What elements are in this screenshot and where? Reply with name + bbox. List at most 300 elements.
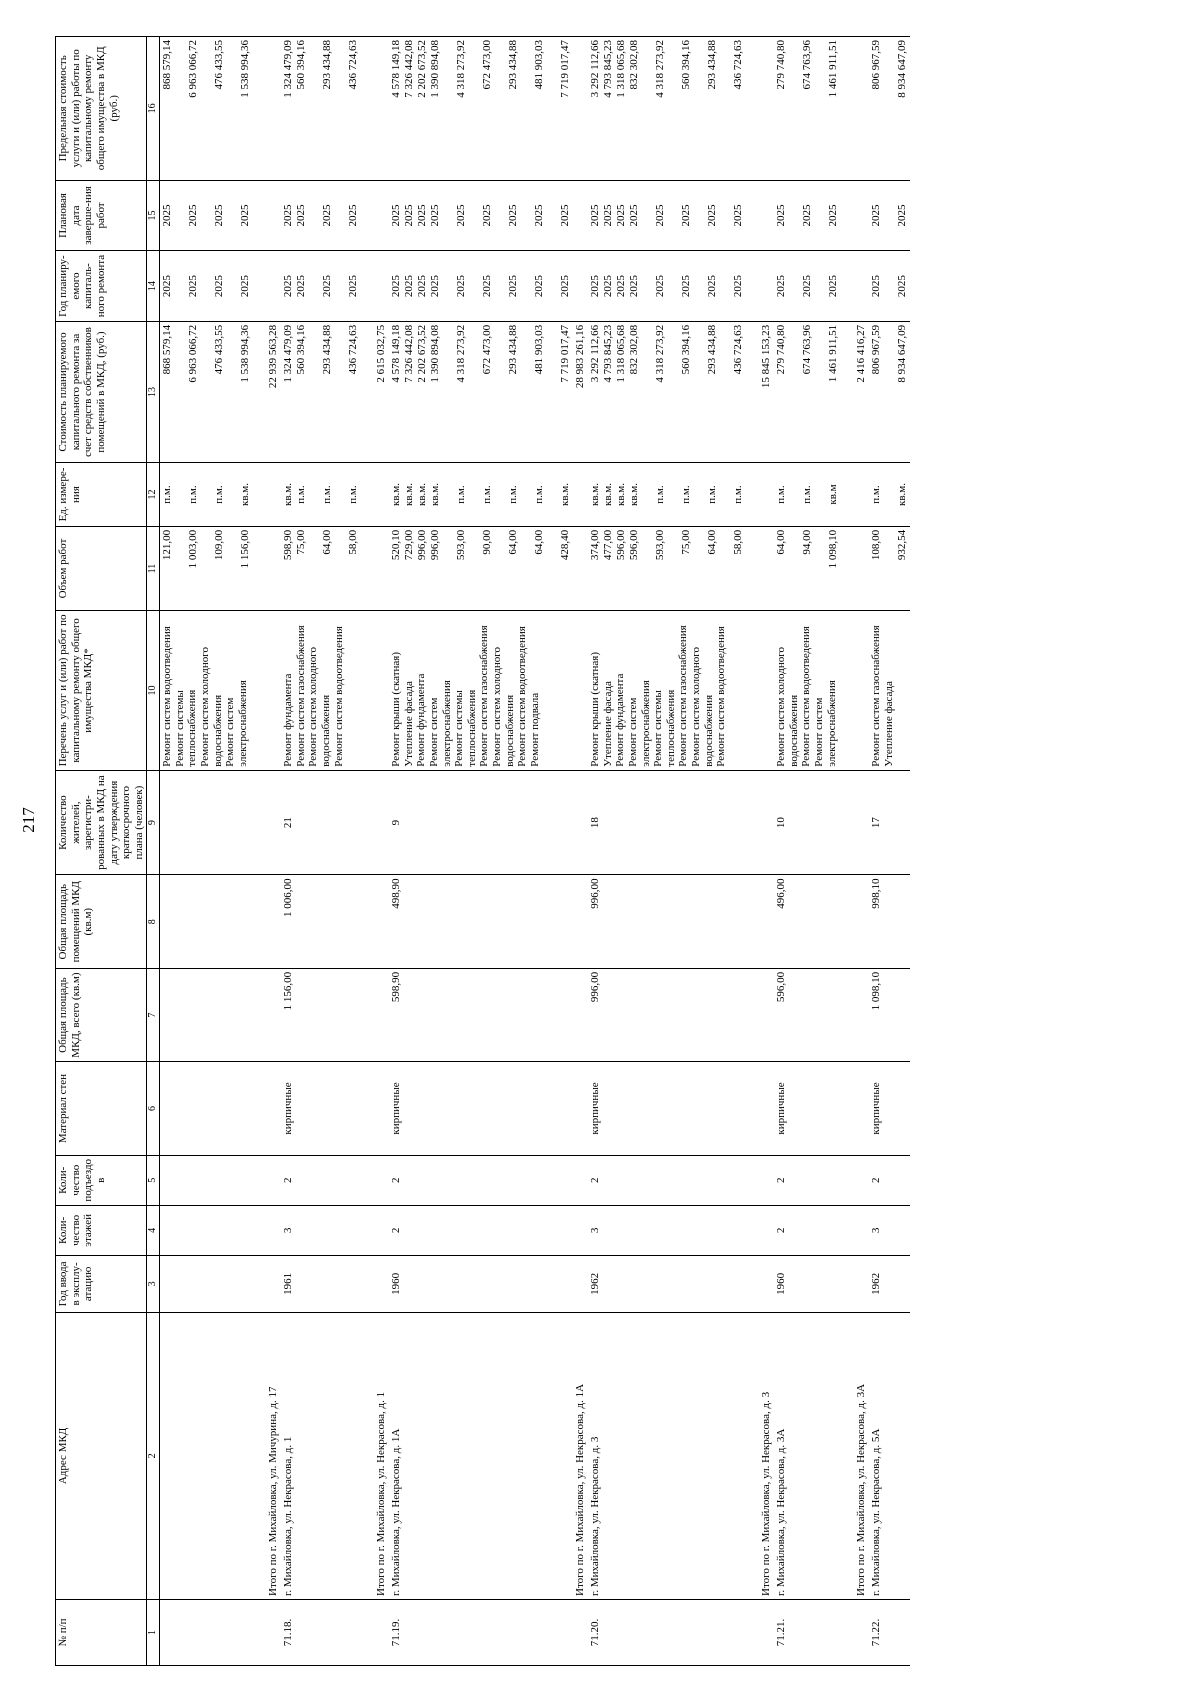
service-work: Ремонт систем холодного водоснабжения — [307, 647, 332, 767]
line-pad — [788, 530, 801, 607]
total-row — [854, 37, 869, 1666]
address: г. Михайловка, ул. Некрасова, д. 3А — [774, 1312, 854, 1599]
service-work: Ремонт фундамента — [281, 673, 294, 767]
area-total — [159, 968, 266, 1061]
line-pad — [360, 466, 373, 523]
area-total — [266, 968, 281, 1061]
service-end-date: 2025 — [826, 204, 839, 227]
year-built — [374, 1255, 389, 1312]
service-limit: 436 724,63 — [346, 40, 359, 90]
service-end-date-cell — [588, 180, 759, 251]
service-year: 2025 — [294, 275, 307, 298]
line-pad — [334, 40, 347, 177]
line-pad — [719, 466, 732, 523]
line-pad — [308, 40, 321, 177]
service-year-cell — [159, 251, 266, 322]
service-volume: 596,00 — [627, 529, 640, 561]
service-year: 2025 — [601, 275, 614, 298]
line-pad — [442, 40, 455, 177]
service-limit: 8 934 647,09 — [895, 40, 908, 98]
service-limit-cell — [374, 37, 389, 181]
entrances — [759, 1155, 774, 1205]
line-pad — [252, 530, 265, 607]
table-body — [159, 37, 910, 1666]
service-cost-cell — [281, 321, 374, 462]
line-pad — [719, 325, 732, 459]
column-number: 7 — [147, 968, 160, 1061]
service-volume-cell — [759, 526, 774, 610]
total-row — [266, 37, 281, 1666]
service-limit: 7 719 017,47 — [558, 40, 571, 98]
column-header: Общая площадь МКД, всего (кв.м) — [56, 968, 147, 1061]
line-pad — [308, 466, 321, 523]
line-pad — [745, 325, 758, 459]
service-cost-cell — [159, 321, 266, 462]
row-number: 71.22. — [869, 1599, 910, 1665]
service-limit: 293 434,88 — [320, 40, 333, 90]
wall-material: кирпичные — [774, 1062, 854, 1155]
service-cost: 4 578 149,18 — [389, 324, 402, 383]
area-total: 1 098,10 — [869, 968, 910, 1061]
service-cost: 6 963 066,72 — [186, 324, 199, 383]
column-header: Адрес МКД — [56, 1312, 147, 1599]
service-work-cell — [854, 611, 869, 770]
entrances: 2 — [869, 1155, 910, 1205]
column-header: Коли-чество подъездо в — [56, 1155, 147, 1205]
area-rooms: 1 006,00 — [281, 875, 374, 968]
service-limit-cell — [588, 37, 759, 181]
line-pad — [693, 530, 706, 607]
service-unit: кв.м. — [627, 483, 640, 507]
service-cost: 832 302,08 — [627, 324, 640, 375]
column-number-row — [147, 37, 160, 1666]
service-limit-cell — [389, 37, 573, 181]
service-year: 2025 — [402, 275, 415, 298]
service-cost-cell — [774, 321, 854, 462]
entrances — [266, 1155, 281, 1205]
service-work: Ремонт систем газоснабжения — [478, 625, 491, 767]
floors — [266, 1205, 281, 1255]
floors: 2 — [389, 1205, 573, 1255]
floors: 3 — [588, 1205, 759, 1255]
service-end-date: 2025 — [558, 204, 571, 227]
service-work: Ремонт систем электроснабжения — [812, 680, 838, 767]
line-pad — [719, 40, 732, 177]
line-pad — [883, 325, 896, 459]
service-limit: 560 394,16 — [679, 40, 692, 90]
service-limit-cell — [759, 37, 774, 181]
line-pad — [360, 325, 373, 459]
line-pad — [788, 325, 801, 459]
service-year: 2025 — [281, 275, 294, 298]
service-work: Ремонт системы теплоснабжения — [652, 689, 677, 767]
table-row — [869, 37, 910, 1666]
service-unit: п.м. — [212, 485, 225, 504]
service-volume: 64,00 — [774, 529, 787, 555]
service-unit: кв.м — [826, 484, 839, 505]
service-end-date: 2025 — [320, 204, 333, 227]
line-pad — [226, 325, 239, 459]
service-unit: кв.м. — [601, 483, 614, 507]
service-work: Ремонт систем водоотведения — [516, 626, 529, 767]
service-unit: кв.м. — [428, 483, 441, 507]
line-pad — [840, 254, 853, 318]
service-year: 2025 — [212, 275, 225, 298]
line-pad — [693, 466, 706, 523]
line-pad — [546, 184, 559, 248]
line-pad — [520, 530, 533, 607]
total-label: Итого по г. Михайловка, ул. Некрасова, д. 3 — [759, 1312, 774, 1599]
service-cost: 560 394,16 — [679, 324, 692, 375]
line-pad — [252, 184, 265, 248]
line-pad — [667, 40, 680, 177]
column-header: Объем работ — [56, 526, 147, 610]
service-end-date: 2025 — [186, 204, 199, 227]
service-volume: 1 003,00 — [186, 529, 199, 569]
wall-material — [759, 1062, 774, 1155]
service-work-cell — [159, 611, 266, 770]
service-limit-cell — [159, 37, 266, 181]
service-unit: кв.м. — [415, 483, 428, 507]
total-label: Итого по г. Михайловка, ул. Некрасова, д. 1А — [573, 1312, 588, 1599]
service-end-date: 2025 — [627, 204, 640, 227]
service-work-cell — [774, 611, 854, 770]
total-label: Итого по г. Михайловка, ул. Некрасова, д. 1 — [374, 1312, 389, 1599]
column-number: 2 — [147, 1312, 160, 1599]
service-limit: 4 318 273,92 — [454, 40, 467, 98]
line-pad — [641, 325, 654, 459]
service-cost: 476 433,55 — [212, 324, 225, 375]
line-pad — [520, 254, 533, 318]
line-pad — [308, 254, 321, 318]
line-pad — [226, 40, 239, 177]
service-end-date: 2025 — [895, 204, 908, 227]
line-pad — [667, 184, 680, 248]
service-year: 2025 — [774, 275, 787, 298]
service-year: 2025 — [627, 275, 640, 298]
line-pad — [308, 325, 321, 459]
year-built — [266, 1255, 281, 1312]
service-cost: 4 793 845,23 — [601, 324, 614, 383]
service-end-date-cell — [159, 180, 266, 251]
service-work: Ремонт систем электроснабжения — [427, 680, 453, 767]
line-pad — [840, 466, 853, 523]
total-cost: 28 983 261,16 — [573, 324, 586, 389]
line-pad — [468, 40, 481, 177]
residents: 9 — [389, 770, 573, 875]
column-header: Стоимость планируемого капитального ремонта за счет средств собственников помещений в МКД, (руб.) — [56, 321, 147, 462]
service-end-date: 2025 — [402, 204, 415, 227]
service-year: 2025 — [320, 275, 333, 298]
service-end-date: 2025 — [601, 204, 614, 227]
line-pad — [308, 530, 321, 607]
residents — [159, 770, 266, 875]
service-end-date-cell — [266, 180, 281, 251]
service-year: 2025 — [238, 275, 251, 298]
address — [159, 1312, 266, 1599]
line-pad — [546, 325, 559, 459]
column-header: Материал стен — [56, 1062, 147, 1155]
service-volume: 1 156,00 — [238, 529, 251, 569]
line-pad — [667, 530, 680, 607]
line-pad — [788, 254, 801, 318]
service-unit-cell — [389, 463, 573, 527]
line-pad — [840, 530, 853, 607]
address: г. Михайловка, ул. Некрасова, д. 1 — [281, 1312, 374, 1599]
service-work: Ремонт систем газоснабжения — [294, 625, 307, 767]
area-rooms: 498,90 — [389, 875, 573, 968]
service-work-cell — [869, 611, 910, 770]
service-unit: п.м. — [160, 485, 173, 504]
entrances: 2 — [588, 1155, 759, 1205]
service-cost: 3 292 112,66 — [588, 324, 601, 383]
column-number: 14 — [147, 251, 160, 322]
area-rooms — [573, 875, 588, 968]
line-pad — [360, 254, 373, 318]
service-unit-cell — [159, 463, 266, 527]
service-unit: п.м. — [731, 485, 744, 504]
service-volume: 64,00 — [506, 529, 519, 555]
row-number — [759, 1599, 774, 1665]
line-pad — [360, 184, 373, 248]
service-year: 2025 — [506, 275, 519, 298]
service-work: Ремонт систем холодного водоснабжения — [198, 647, 224, 767]
service-volume-cell — [869, 526, 910, 610]
service-end-date: 2025 — [506, 204, 519, 227]
service-cost: 1 461 911,51 — [826, 324, 839, 383]
service-unit: п.м. — [800, 485, 813, 504]
line-pad — [468, 466, 481, 523]
service-end-date: 2025 — [454, 204, 467, 227]
wall-material — [159, 1062, 266, 1155]
line-pad — [840, 184, 853, 248]
service-volume: 121,00 — [160, 529, 173, 561]
service-volume: 1 098,10 — [826, 529, 839, 569]
service-end-date: 2025 — [238, 204, 251, 227]
line-pad — [334, 184, 347, 248]
service-limit: 1 324 479,09 — [281, 40, 294, 98]
line-pad — [883, 254, 896, 318]
line-pad — [814, 254, 827, 318]
service-volume: 428,40 — [558, 529, 571, 561]
service-end-date: 2025 — [679, 204, 692, 227]
service-end-date: 2025 — [294, 204, 307, 227]
column-header: Ед. измере-ния — [56, 463, 147, 527]
service-limit: 674 763,96 — [800, 40, 813, 90]
service-end-date: 2025 — [588, 204, 601, 227]
service-unit: п.м. — [454, 485, 467, 504]
service-limit: 806 967,59 — [869, 40, 882, 90]
service-work-cell — [573, 611, 588, 770]
service-volume: 996,00 — [415, 529, 428, 561]
line-pad — [252, 40, 265, 177]
service-unit: п.м. — [679, 485, 692, 504]
line-pad — [226, 184, 239, 248]
total-row — [374, 37, 389, 1666]
residents — [266, 770, 281, 875]
line-pad — [883, 466, 896, 523]
floors — [573, 1205, 588, 1255]
line-pad — [788, 40, 801, 177]
service-end-date-cell — [573, 180, 588, 251]
row-number: 71.19. — [389, 1599, 573, 1665]
floors — [374, 1205, 389, 1255]
service-cost-cell — [374, 321, 389, 462]
area-total: 598,90 — [389, 968, 573, 1061]
service-work: Ремонт систем холодного водоснабжения — [774, 647, 800, 767]
service-work: Ремонт систем водоотведения — [332, 626, 345, 767]
service-year: 2025 — [653, 275, 666, 298]
service-year-cell — [281, 251, 374, 322]
service-cost: 672 473,00 — [480, 324, 493, 375]
area-rooms — [266, 875, 281, 968]
line-pad — [840, 40, 853, 177]
residents — [374, 770, 389, 875]
row-number: 71.21. — [774, 1599, 854, 1665]
line-pad — [840, 325, 853, 459]
service-volume-cell — [266, 526, 281, 610]
line-pad — [442, 530, 455, 607]
total-cost: 2 615 032,75 — [374, 324, 387, 383]
column-number: 15 — [147, 180, 160, 251]
line-pad — [520, 466, 533, 523]
service-year: 2025 — [186, 275, 199, 298]
service-unit: п.м. — [186, 485, 199, 504]
service-end-date-cell — [759, 180, 774, 251]
service-year: 2025 — [614, 275, 627, 298]
line-pad — [641, 466, 654, 523]
column-header: Коли-чество этажей — [56, 1205, 147, 1255]
service-year-cell — [573, 251, 588, 322]
table-row — [389, 37, 573, 1666]
service-year: 2025 — [895, 275, 908, 298]
service-year-cell — [266, 251, 281, 322]
service-cost-cell — [588, 321, 759, 462]
column-number: 9 — [147, 770, 160, 875]
service-work: Ремонт крыши (скатная) — [588, 651, 601, 767]
residents: 17 — [869, 770, 910, 875]
wall-material: кирпичные — [389, 1062, 573, 1155]
service-work-cell — [374, 611, 389, 770]
wall-material — [573, 1062, 588, 1155]
line-pad — [174, 530, 187, 607]
floors — [159, 1205, 266, 1255]
area-rooms: 496,00 — [774, 875, 854, 968]
line-pad — [200, 530, 213, 607]
line-pad — [334, 325, 347, 459]
line-pad — [745, 40, 758, 177]
service-cost: 436 724,63 — [731, 324, 744, 375]
service-volume: 932,54 — [895, 529, 908, 561]
entrances: 2 — [774, 1155, 854, 1205]
service-unit: кв.м. — [238, 483, 251, 507]
service-end-date-cell — [854, 180, 869, 251]
service-unit-cell — [281, 463, 374, 527]
column-number: 1 — [147, 1599, 160, 1665]
service-unit: п.м. — [506, 485, 519, 504]
service-year: 2025 — [428, 275, 441, 298]
service-volume: 94,00 — [800, 529, 813, 555]
service-cost: 481 903,03 — [532, 324, 545, 375]
area-rooms — [159, 875, 266, 968]
service-year: 2025 — [705, 275, 718, 298]
line-pad — [468, 325, 481, 459]
line-pad — [814, 40, 827, 177]
service-cost-cell — [759, 321, 774, 462]
service-end-date-cell — [281, 180, 374, 251]
line-pad — [308, 184, 321, 248]
service-year: 2025 — [679, 275, 692, 298]
entrances — [573, 1155, 588, 1205]
service-year: 2025 — [160, 275, 173, 298]
line-pad — [641, 254, 654, 318]
service-year: 2025 — [800, 275, 813, 298]
line-pad — [719, 184, 732, 248]
service-cost: 806 967,59 — [869, 324, 882, 375]
column-number: 3 — [147, 1255, 160, 1312]
line-pad — [174, 325, 187, 459]
service-end-date: 2025 — [480, 204, 493, 227]
service-cost: 4 318 273,92 — [653, 324, 666, 383]
service-volume: 75,00 — [679, 529, 692, 555]
line-pad — [814, 466, 827, 523]
area-total: 996,00 — [588, 968, 759, 1061]
table-row — [159, 37, 266, 1666]
service-limit: 2 202 673,52 — [415, 40, 428, 98]
service-unit: кв.м. — [588, 483, 601, 507]
line-pad — [174, 184, 187, 248]
column-number: 5 — [147, 1155, 160, 1205]
line-pad — [494, 254, 507, 318]
service-unit: п.м. — [532, 485, 545, 504]
service-limit: 1 390 894,08 — [428, 40, 441, 98]
area-rooms — [759, 875, 774, 968]
service-work: Ремонт систем газоснабжения — [677, 625, 690, 767]
service-year: 2025 — [826, 275, 839, 298]
service-limit-cell — [266, 37, 281, 181]
service-volume: 64,00 — [705, 529, 718, 555]
line-pad — [200, 325, 213, 459]
service-work: Ремонт фундамента — [614, 673, 627, 767]
line-pad — [667, 254, 680, 318]
wall-material: кирпичные — [588, 1062, 759, 1155]
service-cost-cell — [573, 321, 588, 462]
service-year: 2025 — [588, 275, 601, 298]
service-unit-cell — [774, 463, 854, 527]
service-work: Ремонт системы теплоснабжения — [453, 689, 478, 767]
service-year: 2025 — [415, 275, 428, 298]
row-number — [573, 1599, 588, 1665]
area-total — [854, 968, 869, 1061]
service-cost: 560 394,16 — [294, 324, 307, 375]
line-pad — [174, 254, 187, 318]
service-limit: 6 963 066,72 — [186, 40, 199, 98]
wall-material — [854, 1062, 869, 1155]
service-limit: 560 394,16 — [294, 40, 307, 90]
service-end-date: 2025 — [653, 204, 666, 227]
service-limit-cell — [869, 37, 910, 181]
service-cost-cell — [389, 321, 573, 462]
line-pad — [546, 530, 559, 607]
service-limit: 436 724,63 — [731, 40, 744, 90]
row-number: 71.20. — [588, 1599, 759, 1665]
service-limit: 672 473,00 — [480, 40, 493, 90]
line-pad — [814, 530, 827, 607]
line-pad — [494, 184, 507, 248]
line-pad — [442, 184, 455, 248]
line-pad — [494, 466, 507, 523]
year-built: 1962 — [869, 1255, 910, 1312]
